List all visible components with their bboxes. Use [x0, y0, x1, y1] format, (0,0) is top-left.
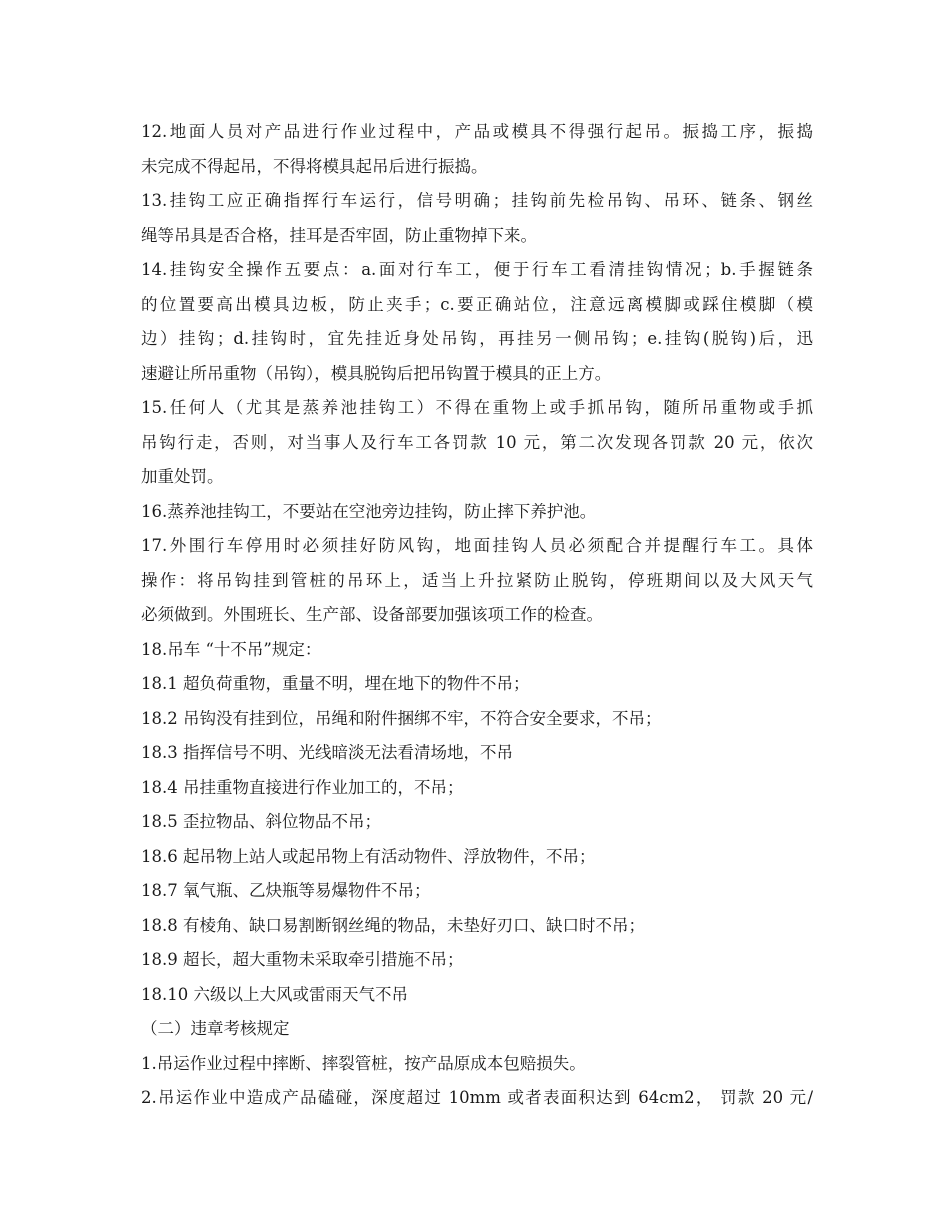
text-line: 速避让所吊重物（吊钩），模具脱钩后把吊钩置于模具的正上方。 — [141, 363, 612, 383]
text-line: 必须做到。外围班长、生产部、设备部要加强该项工作的检查。 — [141, 605, 603, 624]
text-line: 13.挂钩工应正确指挥行车运行，信号明确；挂钩前先检吊钩、吊环、链条、钢丝 — [141, 191, 813, 210]
text-line: 16.蒸养池挂钩工，不要站在空池旁边挂钩，防止摔下养护池。 — [141, 501, 597, 521]
text-line: 操作：将吊钩挂到管桩的吊环上，适当上升拉紧防止脱钩，停班期间以及大风天气 — [141, 570, 813, 590]
text-line: 1.吊运作业过程中摔断、摔裂管桩，按产品原成本包赔损失。 — [141, 1053, 586, 1073]
text-line: 18.吊车 “十不吊”规定： — [141, 639, 322, 659]
text-line: 12.地面人员对产品进行作业过程中，产品或模具不得强行起吊。振捣工序，振捣 — [141, 122, 813, 141]
text-line: 未完成不得起吊，不得将模具起吊后进行振捣。 — [141, 156, 488, 176]
text-line: 2.吊运作业中造成产品磕碰，深度超过 10mm 或者表面积达到 64cm2， 罚款 20 元/ — [141, 1088, 813, 1107]
text-line: 的位置要高出模具边板，防止夹手；c.要正确站位，注意远离模脚或踩住模脚（模 — [141, 294, 813, 314]
text-line: 绳等吊具是否合格，挂耳是否牢固，防止重物掉下来。 — [141, 225, 537, 245]
text-line: 吊钩行走，否则，对当事人及行车工各罚款 10 元，第二次发现各罚款 20 元，依次 — [141, 432, 813, 452]
text-line: 18.5 歪拉物品、斜位物品不吊； — [141, 812, 381, 831]
text-line: 18.9 超长，超大重物未采取牵引措施不吊； — [141, 950, 464, 969]
text-line: 加重处罚。 — [141, 467, 224, 486]
text-line: 边）挂钩；d.挂钩时，宜先挂近身处吊钩，再挂另一侧吊钩；e.挂钩(脱钩)后，迅 — [141, 329, 813, 348]
text-line: 18.8 有棱角、缺口易割断钢丝绳的物品，未垫好刃口、缺口时不吊； — [141, 915, 645, 935]
text-line: 18.3 指挥信号不明、光线暗淡无法看清场地，不吊 — [141, 743, 513, 762]
text-line: 18.7 氧气瓶、乙炔瓶等易爆物件不吊； — [141, 881, 431, 900]
text-line: 17.外围行车停用时必须挂好防风钩，地面挂钩人员必须配合并提醒行车工。具体 — [141, 536, 813, 555]
text-line: 15.任何人（尤其是蒸养池挂钩工）不得在重物上或手抓吊钩，随所吊重物或手抓 — [141, 398, 813, 417]
text-line: 14.挂钩安全操作五要点：a.面对行车工，便于行车工看清挂钩情况；b.手握链条 — [141, 260, 813, 279]
text-line: 18.2 吊钩没有挂到位，吊绳和附件捆绑不牢，不符合安全要求，不吊； — [141, 708, 662, 728]
text-line: 18.10 六级以上大风或雷雨天气不吊 — [141, 984, 408, 1004]
document-page — [141, 115, 813, 1116]
section-heading: （二）违章考核规定 — [141, 1019, 290, 1038]
text-line: 18.6 起吊物上站人或起吊物上有活动物件、浮放物件，不吊； — [141, 846, 596, 866]
text-line: 18.4 吊挂重物直接进行作业加工的，不吊； — [141, 777, 464, 797]
text-line: 18.1 超负荷重物，重量不明，埋在地下的物件不吊； — [141, 674, 530, 693]
